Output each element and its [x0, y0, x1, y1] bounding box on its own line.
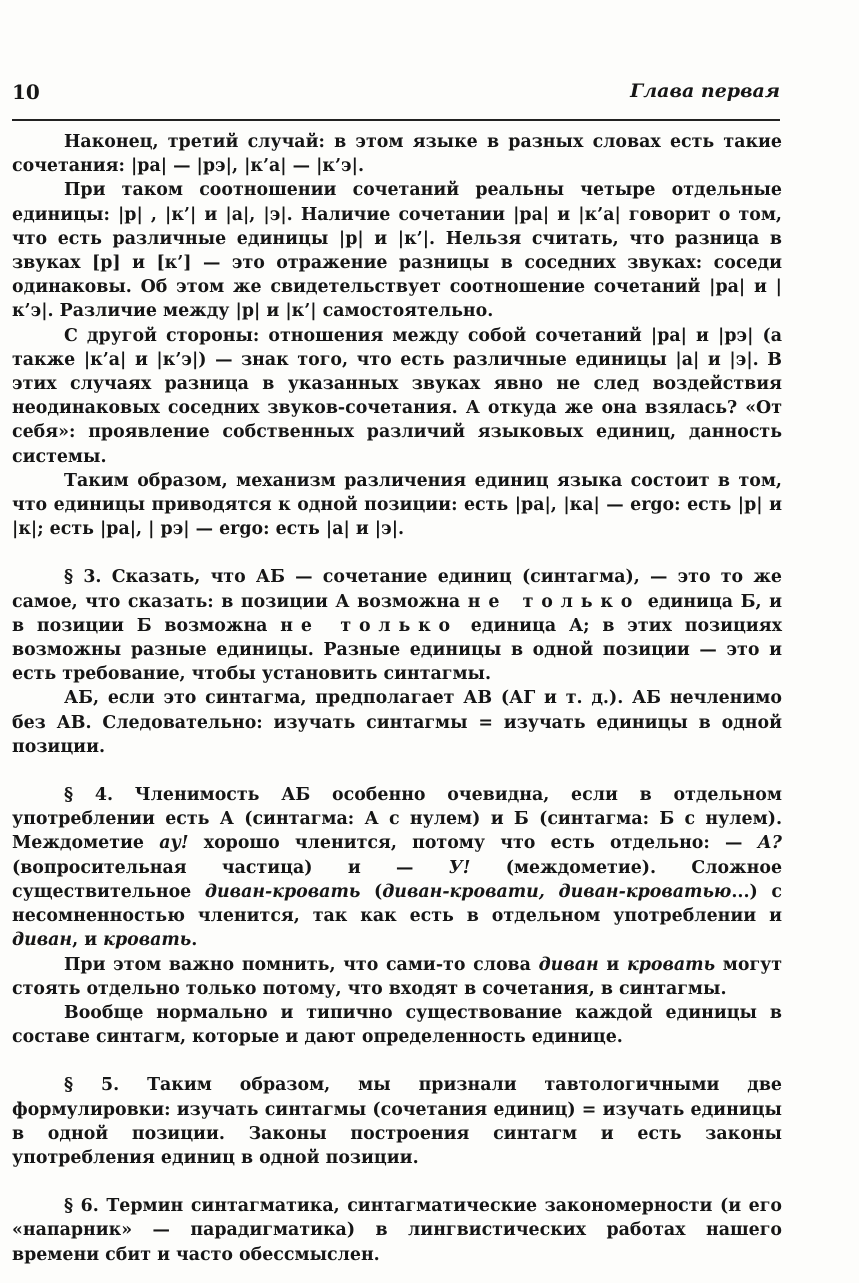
running-head: Глава первая [630, 80, 780, 102]
text-run: (вопросительная частица) и — [12, 857, 449, 878]
text-run: Таким образом, механизм различения единиц языка состоит в том, что единицы приводятся к одной позиции: есть |ра|, |ка| — ergo: есть |р| и |к|; есть |ра|, | рэ| — ergo: есть |а| и |э|. [12, 470, 782, 540]
page-number: 10 [12, 80, 40, 104]
paragraph [12, 686, 782, 759]
text-run: ...) с несомненностью членится, так как есть в отдельном употреблении и [12, 881, 782, 927]
spaced-text: не только [280, 615, 458, 636]
text-run: (междометие). Сложное существительное [12, 857, 783, 902]
paragraph [12, 130, 782, 178]
body-text [12, 130, 782, 1267]
text-run: . [191, 930, 198, 951]
italic-term: У! [448, 857, 471, 878]
text-run: Вообще нормально и типично существование каждой единицы в составе синтагм, которые и дают определенность единице. [12, 1002, 782, 1048]
text-run: хорошо членится, потому что есть отдельно: — [188, 833, 758, 854]
italic-term: А? [757, 833, 782, 854]
paragraph [12, 783, 782, 952]
page-header [12, 74, 780, 108]
text-run: § 6. Термин синтагматика, синтагматические закономерности (и его «напарник» — парадигматика) в лингвистических работах нашего времени сбит и часто обессмыслен. [12, 1196, 782, 1265]
italic-term: диван-кровать [204, 881, 361, 902]
italic-term: кровать [103, 930, 192, 951]
text-run: При таком соотношении сочетаний реальны четыре отдельные единицы: |р| , |к’| и |а|, |э|. Наличие сочетании |ра| и |к’а| говорит о том, что есть различные единицы |р| и |к’|. Нельзя считать, что разница в звуках [р] и [к’] — это отражение разницы в соседних звуках: соседи одинаковы. Об этом же свидетельствует соотношение сочетаний |ра| и |к’э|. Различие между |р| и |к’| самостоятельно. [12, 180, 782, 322]
text-run: § 4. Членимость АБ особенно очевидна, если в отдельном употреблении есть А (синтагма: А с нулем) и Б (синтагма: Б с нулем). Междометие [12, 785, 782, 854]
text-run: § 3. Сказать, что АБ — сочетание единиц (синтагма), — это то же самое, что сказать: в позиции А возможна [12, 567, 782, 612]
text-run: С другой стороны: отношения между собой сочетаний |ра| и |рэ| (а также |к’а| и |к’э|) — знак того, что есть различные единицы |а| и |э|. В этих случаях разница в указанных звуках явно не след воздействия неодинаковых соседних звуков-сочетания. А откуда же она взялась? «От себя»: проявление собственных различий языковых единиц, данность системы. [12, 325, 782, 467]
text-run: ( [360, 881, 383, 902]
text-run: Наконец, третий случай: в этом языке в разных словах есть такие сочетания: |ра| — |рэ|, |к’а| — |к’э|. [12, 132, 782, 177]
paragraph [12, 1073, 782, 1170]
paragraph [12, 953, 782, 1001]
italic-term: кровать [626, 954, 716, 975]
paragraph [12, 324, 782, 469]
text-run: , и [72, 930, 104, 951]
paragraph [12, 178, 782, 323]
header-rule [12, 119, 780, 121]
italic-term: диван [538, 954, 599, 975]
text-run: § 5. Таким образом, мы признали тавтологичными две формулировки: изучать синтагмы (сочетания единиц) = изучать единицы в одной позиции. Законы построения синтагм и есть законы употребления единиц в одной позиции. [12, 1075, 782, 1168]
text-run: При этом важно помнить, что сами-то слова [64, 954, 539, 975]
text-run: могут стоять отдельно только потому, что входят в сочетания, в синтагмы. [12, 954, 783, 999]
text-run: единица А; в этих позициях возможны разные единицы. Разные единицы в одной позиции — это и есть требование, чтобы установить синтагмы. [12, 615, 783, 685]
text-run: АБ, если это синтагма, предполагает АВ (АГ и т. д.). АБ нечленимо без АВ. Следовательно: изучать синтагмы = изучать единицы в одной позиции. [12, 688, 782, 757]
paragraph [12, 565, 782, 686]
italic-term: ау! [159, 833, 189, 854]
italic-term: диван [12, 930, 73, 951]
text-run: единица Б, и в позиции Б возможна [12, 591, 782, 636]
paragraph [12, 469, 782, 542]
paragraph [12, 1001, 782, 1049]
spaced-text: не только [467, 591, 641, 612]
paragraph [12, 1194, 782, 1267]
italic-term: диван-кровати, диван-кроватью [382, 881, 732, 902]
text-run: и [598, 954, 627, 975]
